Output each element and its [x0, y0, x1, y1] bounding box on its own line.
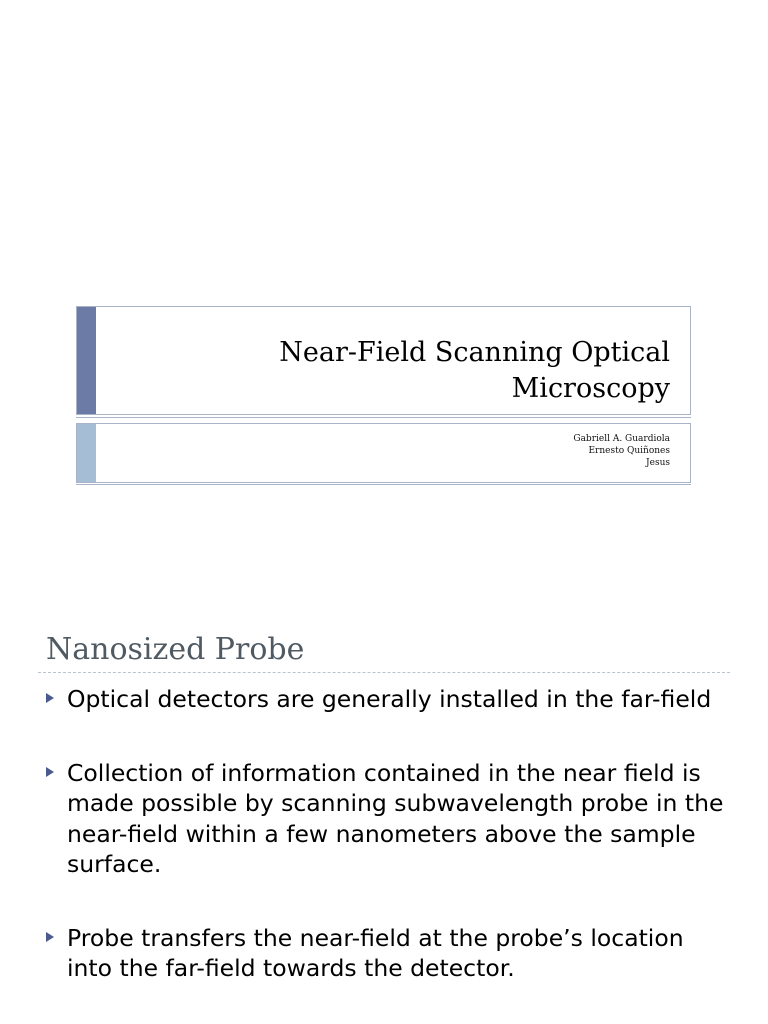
- subtitle-placeholder: [76, 423, 691, 483]
- author-list: [573, 433, 670, 469]
- slide-title-line: Near-Field Scanning Optical: [279, 337, 670, 368]
- content-slide-title: Nanosized Probe: [46, 632, 305, 667]
- title-divider: [38, 672, 730, 673]
- subtitle-accent-bar: [77, 424, 96, 482]
- triangle-bullet-icon: [46, 932, 54, 942]
- slide-title-line: Microscopy: [511, 373, 670, 404]
- bullet-item: [46, 758, 726, 880]
- triangle-bullet-icon: [46, 767, 54, 777]
- bullet-list: [46, 684, 726, 984]
- bullet-item: [46, 684, 726, 715]
- bullet-text: Probe transfers the near-field at the probe’s location into the far-field towards the detector.: [67, 923, 684, 982]
- triangle-bullet-icon: [46, 693, 54, 703]
- title-accent-bar: [77, 307, 96, 414]
- bullet-text: Collection of information contained in the near field is made possible by scanning subwavelength probe in the near-field within a few nanometers above the sample surface.: [67, 758, 724, 878]
- author-name: Jesus: [646, 458, 670, 468]
- bullet-text: Optical detectors are generally installed in the far-field: [67, 685, 712, 713]
- author-name: Gabriell A. Guardiola: [573, 434, 670, 444]
- bullet-item: [46, 923, 726, 984]
- author-name: Ernesto Quiñones: [588, 446, 670, 456]
- title-placeholder: [76, 306, 691, 415]
- slide-title: [150, 335, 670, 407]
